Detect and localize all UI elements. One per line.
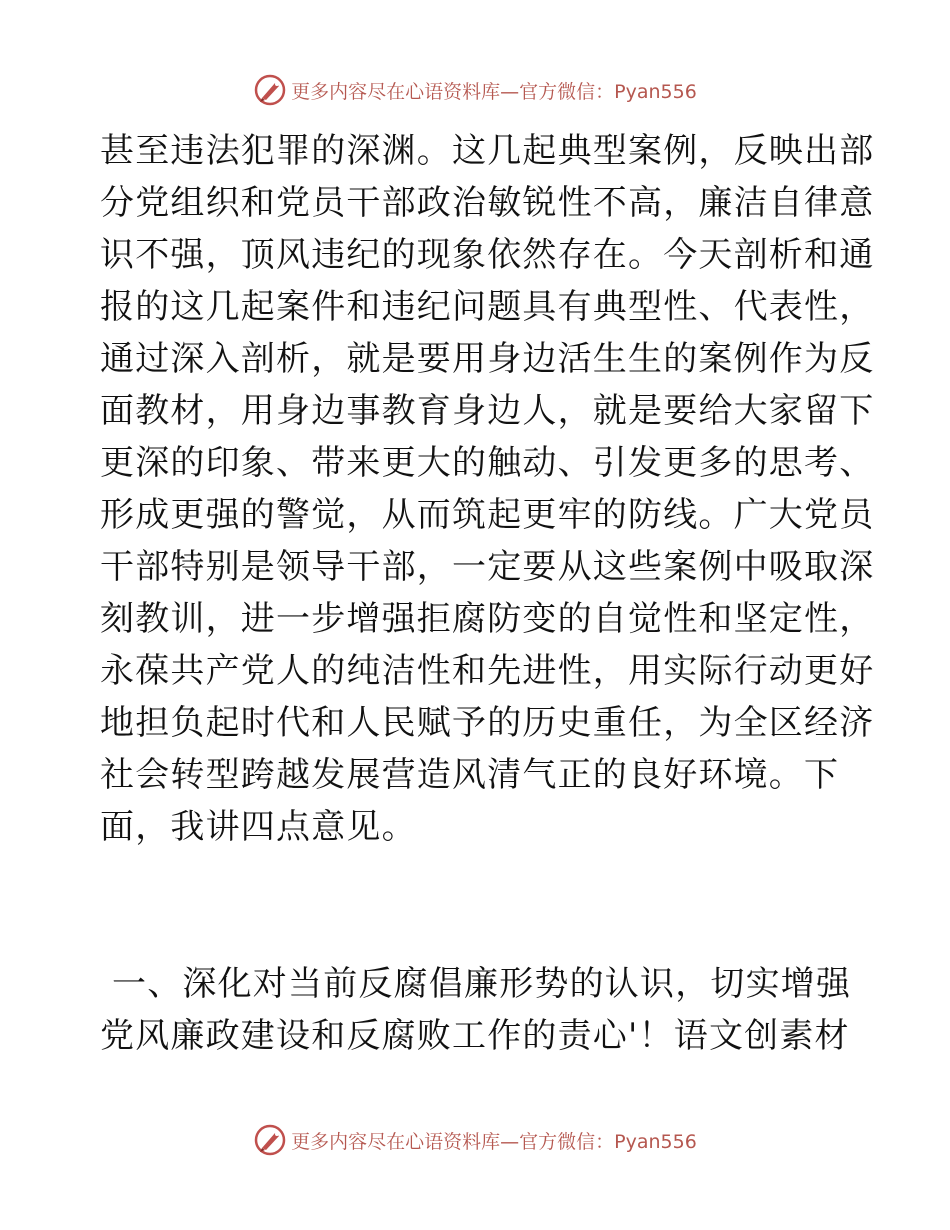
footer-watermark-text: 更多内容尽在心语资料库—官方微信：Pyan556 [291, 1130, 697, 1153]
body-line: 刻教训，进一步增强拒腐防变的自觉性和坚定性， [100, 599, 875, 639]
body-line: 更深的印象、带来更大的触动、引发更多的思考、 [100, 443, 875, 483]
body-line: 社会转型跨越发展营造风清气正的良好环境。下 [100, 755, 840, 795]
body-line: 报的这几起案件和违纪问题具有典型性、代表性， [100, 287, 875, 327]
heading-line: 一、深化对当前反腐倡廉形势的认识，切实增强 [100, 964, 852, 1004]
pen-seal-logo-icon [253, 1123, 287, 1157]
header-watermark-text: 更多内容尽在心语资料库—官方微信：Pyan556 [291, 80, 697, 103]
document-body [100, 125, 875, 853]
body-line: 形成更强的警觉，从而筑起更牢的防线。广大党员 [100, 495, 875, 535]
body-line: 地担负起时代和人民赋予的历史重任，为全区经济 [100, 703, 875, 743]
header-watermark-banner [0, 70, 950, 110]
body-line: 甚至违法犯罪的深渊。这几起典型案例，反映出部 [100, 131, 875, 171]
body-line: 通过深入剖析，就是要用身边活生生的案例作为反 [100, 339, 875, 379]
body-line: 分党组织和党员干部政治敏锐性不高，廉洁自律意 [100, 183, 875, 223]
pen-seal-logo-icon [253, 73, 287, 107]
footer-watermark-banner [0, 1120, 950, 1160]
body-line: 干部特别是领导干部，一定要从这些案例中吸取深 [100, 547, 875, 587]
section-heading [100, 958, 850, 1062]
heading-line: 党风廉政建设和反腐败工作的责心'！语文创素材 [100, 1016, 850, 1056]
body-line: 识不强，顶风违纪的现象依然存在。今天剖析和通 [100, 235, 875, 275]
body-line: 面教材，用身边事教育身边人，就是要给大家留下 [100, 391, 875, 431]
body-line: 永葆共产党人的纯洁性和先进性，用实际行动更好 [100, 651, 875, 691]
body-line: 面，我讲四点意见。 [100, 807, 417, 847]
